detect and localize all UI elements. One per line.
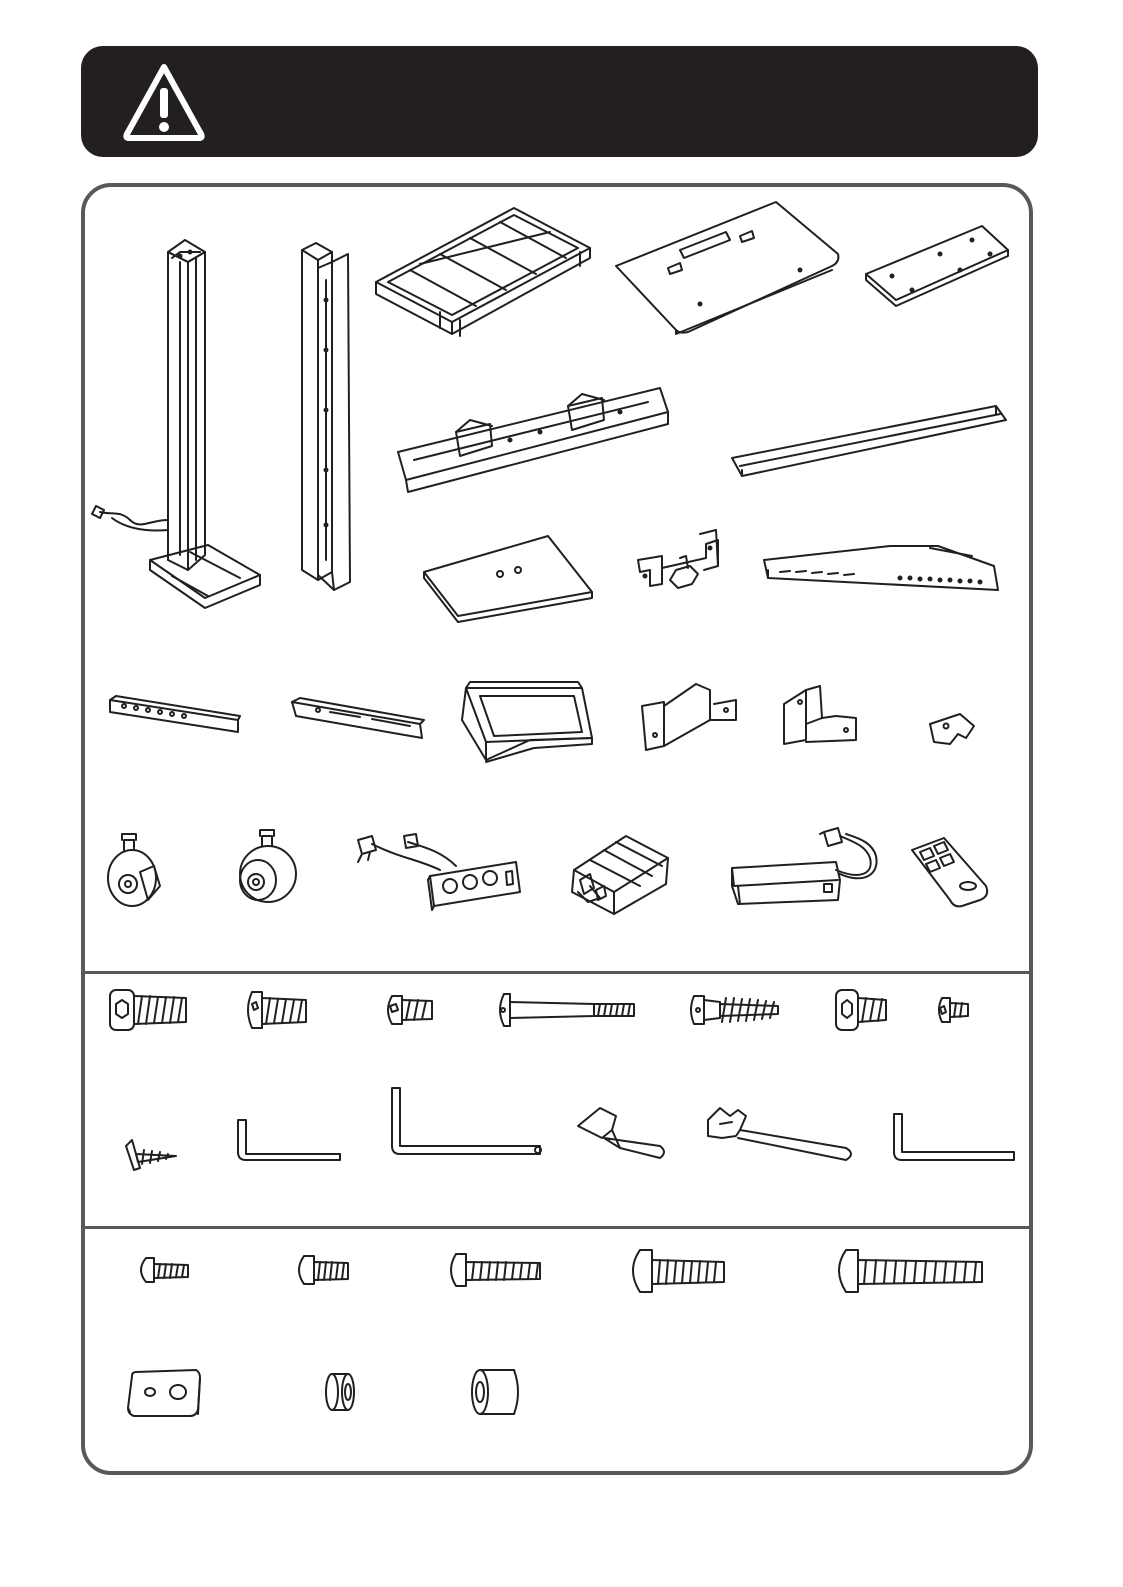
clip-plate	[930, 714, 974, 744]
spacer-long	[472, 1370, 518, 1414]
button-head-bolt-medium	[248, 992, 306, 1028]
camera-cradle	[462, 682, 592, 762]
pan-head-screw-xl	[839, 1250, 982, 1292]
power-adapter	[732, 828, 877, 904]
u-bracket-tall	[784, 686, 856, 744]
tray-plate	[424, 536, 592, 622]
pan-head-screw-medium	[299, 1256, 348, 1284]
control-box	[572, 836, 668, 914]
long-countersunk-bolt	[500, 994, 634, 1026]
pan-head-screw-long	[451, 1254, 540, 1286]
leg-channel	[302, 243, 350, 590]
hex-key-small	[238, 1120, 340, 1160]
socket-cap-bolt-large	[110, 990, 186, 1030]
pan-head-screw-small	[141, 1258, 188, 1282]
button-head-bolt-small	[388, 996, 432, 1024]
leg-column	[92, 240, 260, 608]
countersunk-screw-with-thread	[691, 996, 778, 1024]
tool-key	[578, 1108, 664, 1158]
socket-cap-bolt-short	[836, 990, 886, 1030]
remote-control	[912, 838, 987, 906]
caster	[240, 830, 296, 902]
hex-key-medium	[894, 1114, 1014, 1160]
angled-slotted-bar	[292, 698, 424, 738]
hex-key-long	[392, 1088, 541, 1154]
wood-screw	[126, 1140, 176, 1170]
shelf-plate-large	[616, 202, 838, 334]
slotted-bar	[764, 546, 998, 590]
caster-lockable	[108, 834, 160, 906]
mount-plate	[866, 226, 1008, 306]
pan-head-screw-thick	[633, 1250, 724, 1292]
open-end-wrench	[708, 1108, 851, 1160]
spacer-short	[326, 1374, 354, 1410]
small-button-bolt	[939, 998, 968, 1022]
u-bracket-small	[642, 684, 736, 750]
short-slotted-bar	[110, 696, 240, 732]
top-frame	[376, 208, 590, 336]
crossbar-bracket	[398, 388, 668, 492]
clamp-bracket	[638, 530, 718, 588]
power-strip	[358, 834, 520, 910]
rail	[732, 406, 1006, 476]
washer-plate	[128, 1370, 200, 1416]
